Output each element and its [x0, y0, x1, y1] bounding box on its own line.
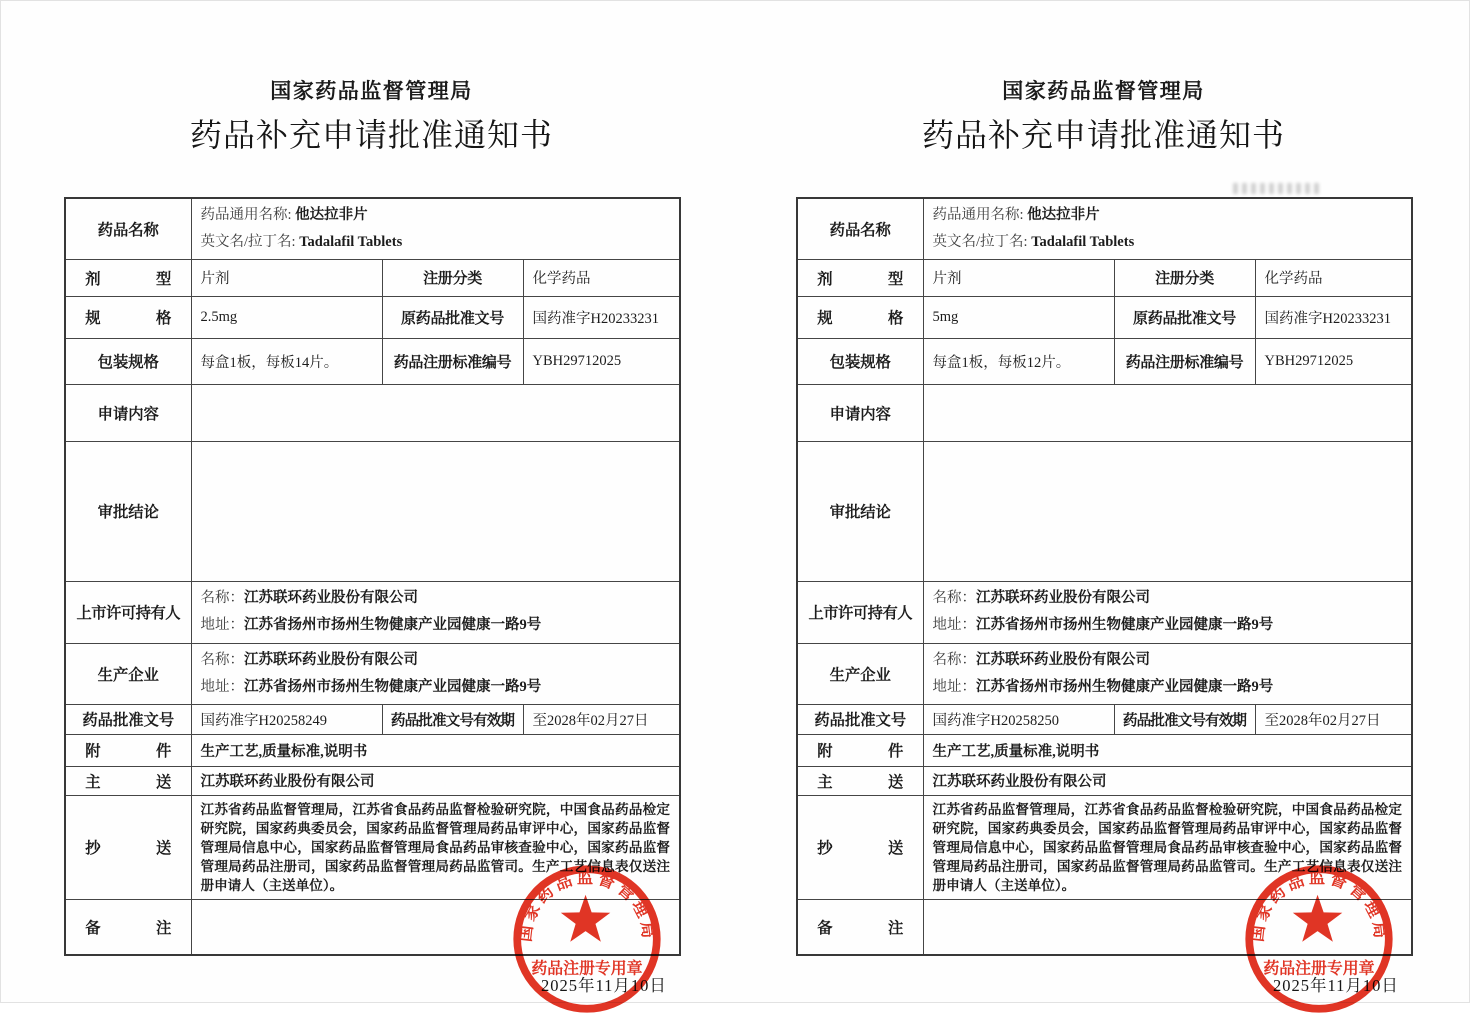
name-prefix: 名称： — [932, 590, 976, 606]
table-row — [65, 704, 680, 734]
orig-approval-no-label: 原药品批准文号 — [382, 296, 523, 338]
approval-no-label: 药品批准文号 — [65, 704, 191, 734]
table-row — [65, 441, 680, 581]
table-row — [797, 766, 1412, 795]
table-row — [797, 338, 1412, 384]
holder-address: 江苏省扬州市扬州生物健康产业园健康一路9号 — [244, 617, 542, 633]
cc-value: 江苏省药品监督管理局，江苏省食品药品监督检验研究院，中国食品药品检定研究院，国家药典委员会，国家药品监督管理局药品审评中心，国家药品监督管理局信息中心，国家药品监督管理局食品药品审核查验中心，国家药品监督管理局药品注册司，国家药品监督管理局药品监管司。生产工艺信息表仅送注册申请人（主送单位）。 — [923, 795, 1412, 899]
reg-std-no-label: 药品注册标准编号 — [382, 338, 523, 384]
official-seal — [1242, 862, 1396, 1016]
table-row — [65, 766, 680, 795]
orig-approval-no-value: 国药准字H20233231 — [523, 296, 680, 338]
table-row — [65, 384, 680, 441]
english-name-value: Tadalafil Tablets — [299, 233, 403, 250]
table-row — [797, 643, 1412, 704]
manufacturer-name: 江苏联环药业股份有限公司 — [244, 651, 418, 668]
dosage-form-label: 剂型 — [65, 259, 191, 296]
table-row — [797, 734, 1412, 766]
dosage-form-value: 片剂 — [191, 259, 382, 296]
package-spec-value: 每盒1板，每板12片。 — [923, 338, 1114, 384]
holder-name: 江苏联环药业股份有限公司 — [244, 590, 418, 606]
remarks-label: 备注 — [65, 899, 191, 955]
reg-class-label: 注册分类 — [1114, 259, 1255, 296]
license-holder-label: 上市许可持有人 — [797, 581, 923, 643]
reg-class-value: 化学药品 — [1255, 259, 1412, 296]
approval-conclusion-value — [191, 441, 680, 581]
manufacturer-label: 生产企业 — [65, 643, 191, 704]
reg-std-no-value: YBH29712025 — [523, 338, 680, 384]
cc-label: 抄送 — [797, 795, 923, 899]
dosage-form-label: 剂型 — [797, 259, 923, 296]
reg-class-value: 化学药品 — [523, 259, 680, 296]
table-row — [65, 643, 680, 704]
reg-class-label: 注册分类 — [382, 259, 523, 296]
table-row — [797, 384, 1412, 441]
star-icon — [1293, 895, 1342, 942]
official-seal — [510, 862, 664, 1016]
spec-label: 规格 — [65, 296, 191, 338]
holder-name: 江苏联环药业股份有限公司 — [976, 590, 1150, 606]
generic-name-value: 他达拉非片 — [295, 206, 368, 223]
cc-label: 抄送 — [65, 795, 191, 899]
main-send-value: 江苏联环药业股份有限公司 — [923, 766, 1412, 795]
table-row — [65, 198, 680, 259]
table-row — [797, 704, 1412, 734]
approval-validity-value: 至2028年02月27日 — [1255, 704, 1412, 734]
table-row — [65, 296, 680, 338]
seal-label-text: 药品注册专用章 — [531, 960, 643, 978]
english-name-prefix: 英文名/拉丁名: — [932, 233, 1028, 250]
notice-page-left — [64, 1, 679, 1004]
table-row — [797, 198, 1412, 259]
name-prefix: 名称： — [932, 651, 976, 668]
attachments-label: 附件 — [65, 734, 191, 766]
approval-conclusion-label: 审批结论 — [797, 441, 923, 581]
apply-content-label: 申请内容 — [797, 384, 923, 441]
addr-prefix: 地址： — [932, 678, 976, 695]
name-prefix: 名称： — [200, 651, 244, 668]
addr-prefix: 地址： — [932, 617, 976, 633]
drug-name-cell — [923, 198, 1412, 259]
drug-name-label: 药品名称 — [797, 198, 923, 259]
manufacturer-label: 生产企业 — [797, 643, 923, 704]
spec-value: 2.5mg — [191, 296, 382, 338]
star-icon — [561, 895, 610, 942]
holder-address: 江苏省扬州市扬州生物健康产业园健康一路9号 — [976, 617, 1274, 633]
spec-label: 规格 — [797, 296, 923, 338]
table-row — [797, 441, 1412, 581]
addr-prefix: 地址： — [200, 617, 244, 633]
license-holder-cell — [923, 581, 1412, 643]
name-prefix: 名称： — [200, 590, 244, 606]
seal-label-text: 药品注册专用章 — [1263, 960, 1375, 978]
seal-arc-text: 国家药品监督管理局 — [1247, 868, 1391, 943]
license-holder-cell — [191, 581, 680, 643]
orig-approval-no-value: 国药准字H20233231 — [1255, 296, 1412, 338]
approval-validity-label: 药品批准文号有效期 — [1114, 704, 1255, 734]
main-send-label: 主送 — [65, 766, 191, 795]
generic-name-prefix: 药品通用名称: — [200, 206, 292, 223]
orig-approval-no-label: 原药品批准文号 — [1114, 296, 1255, 338]
main-send-value: 江苏联环药业股份有限公司 — [191, 766, 680, 795]
table-row — [65, 338, 680, 384]
approval-table — [64, 197, 681, 956]
apply-content-value — [191, 384, 680, 441]
reg-std-no-value: YBH29712025 — [1255, 338, 1412, 384]
seal-date: 2025年11月10日 — [541, 976, 667, 995]
table-row — [65, 259, 680, 296]
table-row — [65, 734, 680, 766]
english-name-value: Tadalafil Tablets — [1031, 233, 1135, 250]
drug-name-label: 药品名称 — [65, 198, 191, 259]
scan-smudge-artifact — [1233, 183, 1321, 194]
approval-validity-value: 至2028年02月27日 — [523, 704, 680, 734]
package-spec-label: 包装规格 — [65, 338, 191, 384]
cc-value: 江苏省药品监督管理局，江苏省食品药品监督检验研究院，中国食品药品检定研究院，国家药典委员会，国家药品监督管理局药品审评中心，国家药品监督管理局信息中心，国家药品监督管理局食品药品审核查验中心，国家药品监督管理局药品注册司，国家药品监督管理局药品监管司。生产工艺信息表仅送注册申请人（主送单位）。 — [191, 795, 680, 899]
main-send-label: 主送 — [797, 766, 923, 795]
spec-value: 5mg — [923, 296, 1114, 338]
approval-conclusion-label: 审批结论 — [65, 441, 191, 581]
drug-name-cell — [191, 198, 680, 259]
reg-std-no-label: 药品注册标准编号 — [1114, 338, 1255, 384]
apply-content-label: 申请内容 — [65, 384, 191, 441]
approval-no-value: 国药准字H20258249 — [191, 704, 382, 734]
seal-date: 2025年11月10日 — [1273, 976, 1399, 995]
document-title: 药品补充申请批准通知书 — [189, 117, 553, 153]
approval-conclusion-value — [923, 441, 1412, 581]
table-row — [797, 259, 1412, 296]
table-row — [797, 581, 1412, 643]
document-title: 药品补充申请批准通知书 — [921, 117, 1285, 153]
attachments-value: 生产工艺,质量标准,说明书 — [923, 734, 1412, 766]
manufacturer-cell — [191, 643, 680, 704]
remarks-label: 备注 — [797, 899, 923, 955]
license-holder-label: 上市许可持有人 — [65, 581, 191, 643]
table-row — [65, 581, 680, 643]
manufacturer-address: 江苏省扬州市扬州生物健康产业园健康一路9号 — [244, 678, 542, 695]
generic-name-value: 他达拉非片 — [1027, 206, 1100, 223]
approval-no-value: 国药准字H20258250 — [923, 704, 1114, 734]
dosage-form-value: 片剂 — [923, 259, 1114, 296]
issuing-authority: 国家药品监督管理局 — [270, 80, 473, 103]
package-spec-label: 包装规格 — [797, 338, 923, 384]
addr-prefix: 地址： — [200, 678, 244, 695]
manufacturer-address: 江苏省扬州市扬州生物健康产业园健康一路9号 — [976, 678, 1274, 695]
generic-name-prefix: 药品通用名称: — [932, 206, 1024, 223]
approval-no-label: 药品批准文号 — [797, 704, 923, 734]
issuing-authority: 国家药品监督管理局 — [1002, 80, 1205, 103]
table-row — [797, 296, 1412, 338]
english-name-prefix: 英文名/拉丁名: — [200, 233, 296, 250]
manufacturer-cell — [923, 643, 1412, 704]
manufacturer-name: 江苏联环药业股份有限公司 — [976, 651, 1150, 668]
notice-page-right — [796, 1, 1411, 1004]
attachments-value: 生产工艺,质量标准,说明书 — [191, 734, 680, 766]
attachments-label: 附件 — [797, 734, 923, 766]
approval-table — [796, 197, 1413, 956]
package-spec-value: 每盒1板，每板14片。 — [191, 338, 382, 384]
apply-content-value — [923, 384, 1412, 441]
seal-arc-text: 国家药品监督管理局 — [515, 868, 659, 943]
approval-validity-label: 药品批准文号有效期 — [382, 704, 523, 734]
